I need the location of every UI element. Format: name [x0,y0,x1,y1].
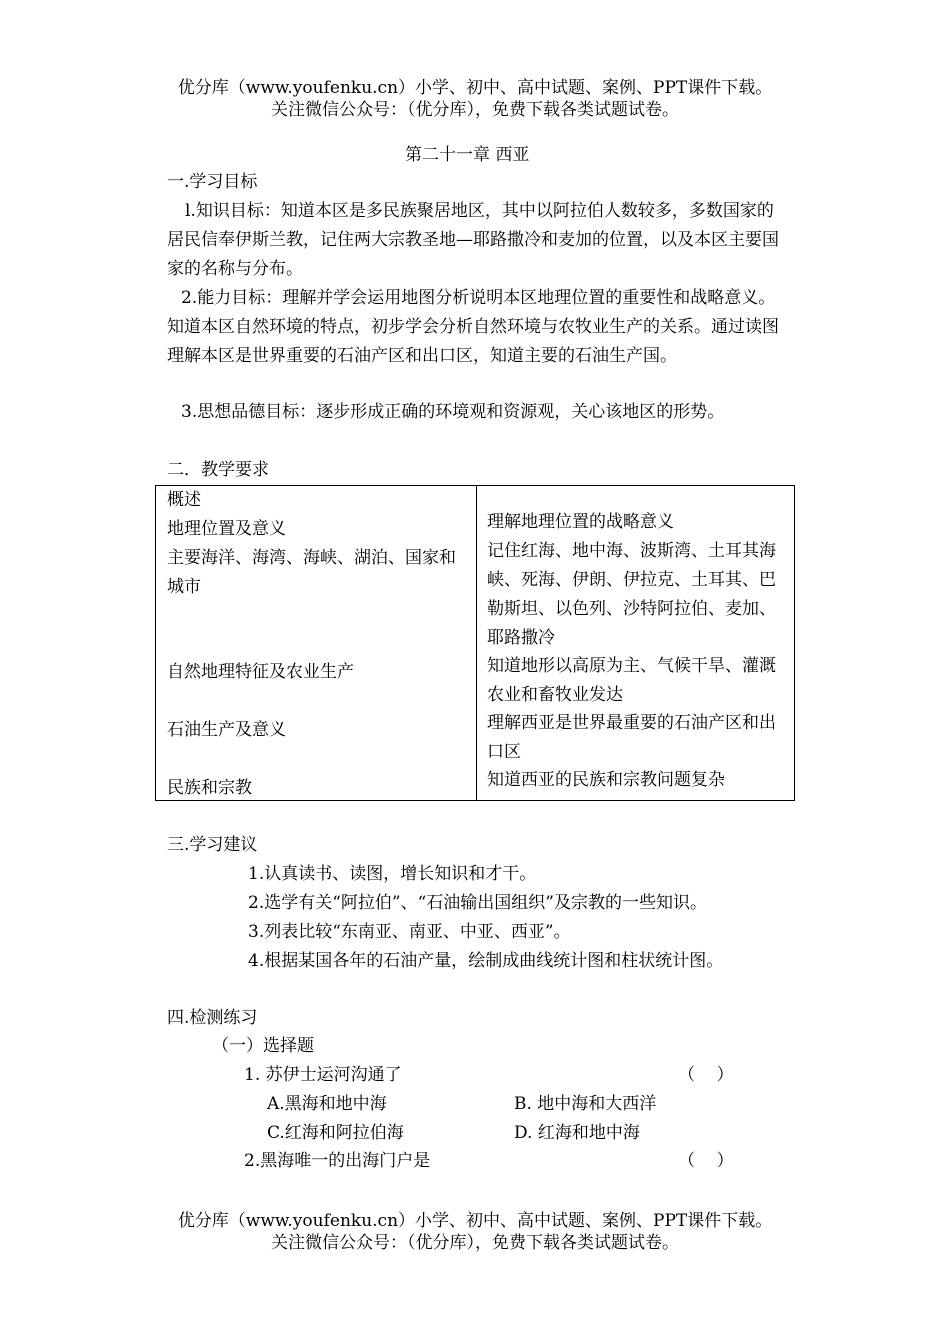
question-1-option-b: B. 地中海和大西洋 [514,1094,657,1114]
table-requirement: 知道西亚的民族和宗教问题复杂 [487,770,725,790]
footer-line-1: 优分库（www.youfenku.cn）小学、初中、高中试题、案例、PPT课件下载。 [177,1211,773,1231]
table-topic: 主要海洋、海湾、海峡、湖泊、国家和城市 [167,548,456,597]
table-requirement: 记住红海、地中海、波斯湾、土耳其海峡、死海、伊朗、伊拉克、土耳其、巴勒斯坦、以色列、沙特阿拉伯、麦加、耶路撒冷 [487,541,776,648]
table-topic: 自然地理特征及农业生产 [167,662,354,682]
table-header-overview: 概述 [167,490,201,510]
requirements-left-cell [156,486,477,801]
table-topic: 民族和宗教 [167,778,252,798]
section-heading-objectives: 一.学习目标 [167,172,258,192]
section-heading-suggestions: 三.学习建议 [167,835,258,855]
subsection-heading-choice: （一）选择题 [212,1036,314,1056]
header-line-1: 优分库（www.youfenku.cn）小学、初中、高中试题、案例、PPT课件下载。 [177,78,773,98]
table-requirement: 知道地形以高原为主、气候干旱、灌溉农业和畜牧业发达 [487,656,776,705]
section-heading-requirements: 二．教学要求 [167,460,269,480]
objective-moral: 3.思想品德目标：逐步形成正确的环境观和资源观，关心该地区的形势。 [181,402,725,422]
header-line-2: 关注微信公众号：（优分库），免费下载各类试题试卷。 [271,100,679,120]
question-1-option-a: A.黑海和地中海 [267,1094,387,1114]
suggestion-item: 1.认真读书、读图，增长知识和才干。 [248,864,537,884]
suggestion-item: 4.根据某国各年的石油产量，绘制成曲线统计图和柱状统计图。 [248,951,724,971]
objective-knowledge: l.知识目标：知道本区是多民族聚居地区，其中以阿拉伯人数较多，多数国家的居民信奉伊斯兰教，记住两大宗教圣地—耶路撒冷和麦加的位置，以及本区主要国家的名称与分布。 [167,201,779,279]
question-2: 2.黑海唯一的出海门户是 [244,1151,431,1171]
table-topic: 地理位置及意义 [167,519,286,539]
section-heading-practice: 四.检测练习 [167,1008,258,1028]
table-requirement: 理解西亚是世界最重要的石油产区和出口区 [487,713,776,762]
question-1: 1. 苏伊士运河沟通了 [244,1065,402,1085]
requirements-table [155,485,795,801]
chapter-title: 第二十一章 西亚 [405,145,530,165]
objective-ability: 2.能力目标：理解并学会运用地图分析说明本区地理位置的重要性和战略意义。知道本区自然环境的特点，初步学会分析自然环境与农牧业生产的关系。通过读图理解本区是世界重要的石油产区和出口区，知道主要的石油生产国。 [167,288,779,366]
answer-bracket: （ ） [678,1065,734,1085]
requirements-right-cell [477,486,795,801]
question-1-option-d: D. 红海和地中海 [514,1123,640,1143]
table-topic: 石油生产及意义 [167,720,286,740]
suggestion-item: 3.列表比较“东南亚、南亚、中亚、西亚”。 [248,922,571,942]
footer-line-2: 关注微信公众号：（优分库），免费下载各类试题试卷。 [271,1233,679,1253]
question-1-option-c: C.红海和阿拉伯海 [267,1123,404,1143]
table-requirement: 理解地理位置的战略意义 [487,512,674,532]
suggestion-item: 2.选学有关“阿拉伯”、“石油输出国组织”及宗教的一些知识。 [248,893,707,913]
answer-bracket: （ ） [678,1151,734,1171]
